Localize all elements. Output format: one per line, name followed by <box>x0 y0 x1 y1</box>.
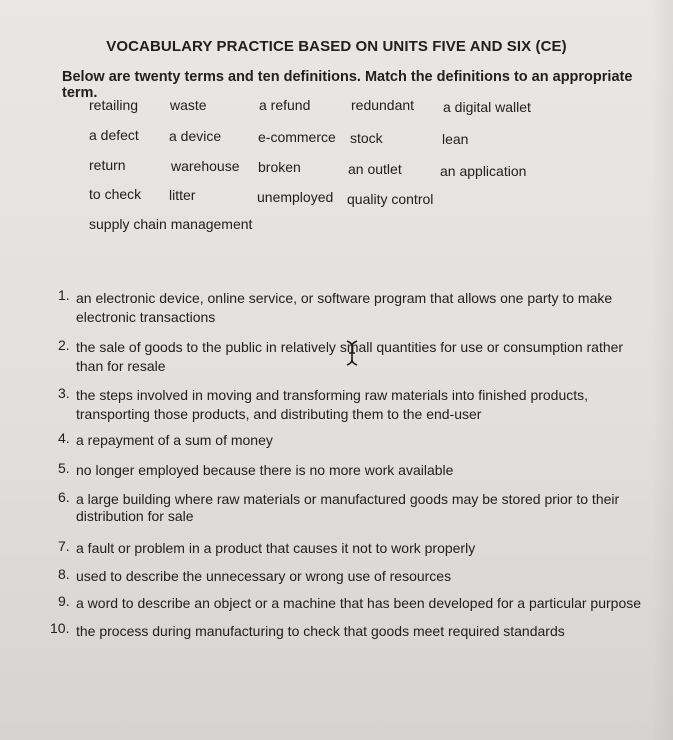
definition-number: 2. <box>58 337 70 353</box>
page-shadow <box>651 0 673 740</box>
definition-text: a large building where raw materials or manufactured goods may be stored prior to their <box>76 491 620 507</box>
term: quality control <box>347 191 434 207</box>
term: retailing <box>89 97 139 113</box>
instructions: Below are twenty terms and ten definitions. Match the definitions to an appropriate term. <box>62 69 633 101</box>
definition-text: a fault or problem in a product that causes it not to work properly <box>76 540 476 556</box>
definition-text: an electronic device, online service, or software program that allows one party to make <box>76 290 613 306</box>
definition-text: transporting those products, and distributing them to the end-user <box>76 406 482 422</box>
term: a device <box>169 128 222 144</box>
term: waste <box>170 97 207 113</box>
term: warehouse <box>171 158 240 174</box>
term: e-commerce <box>258 129 336 145</box>
definition-number: 3. <box>58 385 70 401</box>
text-cursor-icon <box>345 340 359 366</box>
definition-text: used to describe the unnecessary or wrong use of resources <box>76 568 452 584</box>
definition-number: 9. <box>58 593 70 609</box>
term: return <box>89 157 126 173</box>
definition-number: 10. <box>50 620 70 636</box>
definition-number: 6. <box>58 489 70 505</box>
definition-number: 7. <box>58 538 70 554</box>
definition-number: 5. <box>58 460 70 476</box>
term: broken <box>258 159 301 175</box>
definition-number: 1. <box>58 287 70 303</box>
term: a defect <box>89 127 139 143</box>
definition-text: a repayment of a sum of money <box>76 432 273 448</box>
term: a digital wallet <box>443 99 531 115</box>
term: stock <box>350 130 383 146</box>
definition-number: 4. <box>58 430 70 446</box>
definition-text: the steps involved in moving and transforming raw materials into finished products, <box>76 387 589 403</box>
term: supply chain management <box>89 216 253 232</box>
definition-text: the process during manufacturing to check that goods meet required standards <box>76 623 565 639</box>
term: to check <box>89 186 142 202</box>
definition-text: electronic transactions <box>76 309 216 325</box>
term: redundant <box>351 97 415 113</box>
term: unemployed <box>257 189 334 205</box>
term: a refund <box>259 97 311 113</box>
term: litter <box>169 187 196 203</box>
definition-text: than for resale <box>76 358 166 374</box>
definition-text: no longer employed because there is no more work available <box>76 462 454 478</box>
definition-text: a word to describe an object or a machine that has been developed for a particular purpose <box>76 595 642 611</box>
term: lean <box>442 131 469 147</box>
definition-text: distribution for sale <box>76 508 194 524</box>
term: an outlet <box>348 161 402 177</box>
definition-text: the sale of goods to the public in relatively small quantities for use or consumption rather <box>76 339 624 355</box>
definition-number: 8. <box>58 566 70 582</box>
page-title: VOCABULARY PRACTICE BASED ON UNITS FIVE AND SIX (CE) <box>106 38 567 55</box>
term: an application <box>440 163 527 179</box>
